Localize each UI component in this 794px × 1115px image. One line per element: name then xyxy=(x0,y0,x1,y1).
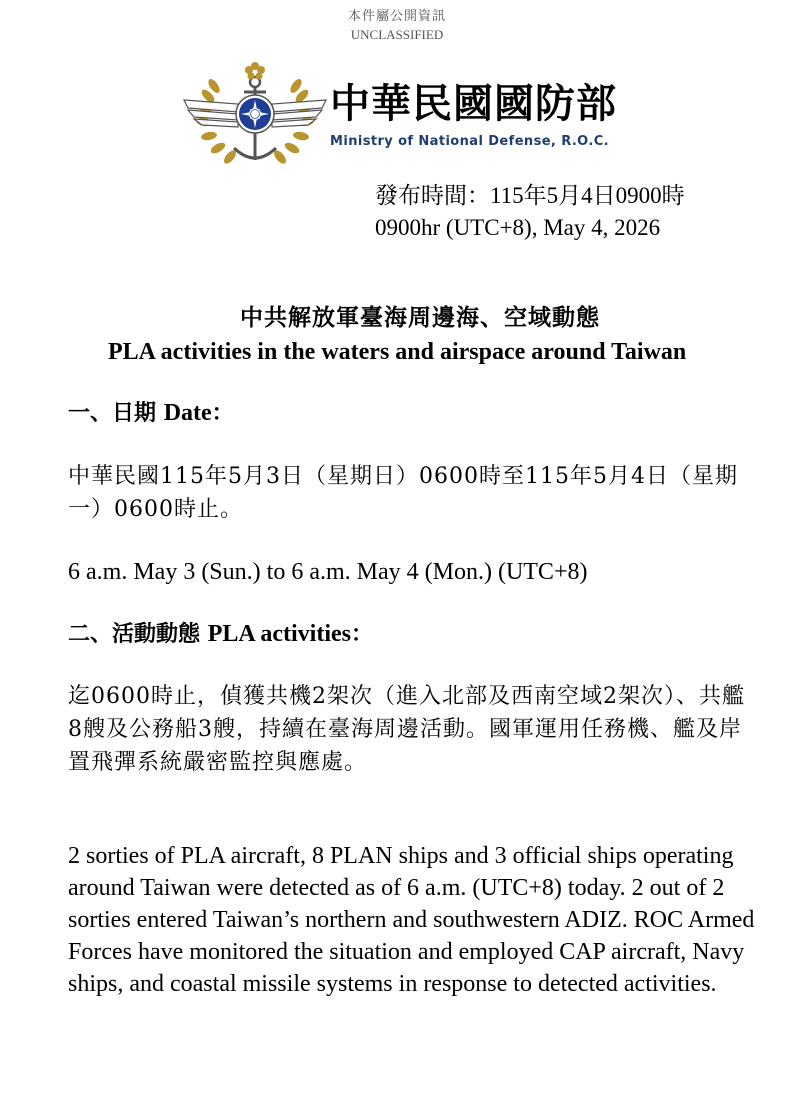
release-time-chinese: 發布時間：115年5月4日0900時 xyxy=(375,183,685,208)
date-paragraph-chinese: 中華民國115年5月3日（星期日）0600時至115年5月4日（星期一）0600時止。 xyxy=(68,464,738,522)
section-heading-date-colon: ： xyxy=(211,400,234,426)
mnd-emblem-icon xyxy=(182,56,328,172)
ministry-name-chinese: 中華民國國防部 xyxy=(330,81,617,127)
release-time-english: 0900hr (UTC+8), May 4, 2026 xyxy=(375,215,661,240)
section-heading-activities xyxy=(68,618,373,650)
section-heading-activities-colon: ： xyxy=(351,621,374,647)
section-heading-date xyxy=(68,397,234,429)
section-heading-date-english: Date xyxy=(163,400,212,426)
section-heading-date-chinese: 一、日期 xyxy=(68,400,157,426)
document-title-chinese: 中共解放軍臺海周邊海、空域動態 xyxy=(240,304,600,331)
classification-english: UNCLASSIFIED xyxy=(350,27,444,42)
activities-paragraph-chinese: 迄0600時止，偵獲共機2架次（進入北部及西南空域2架次）、共艦8艘及公務船3艘，持續在臺海周邊活動。國軍運用任務機、艦及岸置飛彈系統嚴密監控與應處。 xyxy=(68,684,745,775)
ministry-name-english: Ministry of National Defense, R.O.C. xyxy=(330,134,609,149)
classification-chinese: 本件屬公開資訊 xyxy=(347,8,446,23)
release-time xyxy=(375,180,685,244)
section-heading-activities-english: PLA activities xyxy=(207,621,351,647)
section-heading-activities-chinese: 二、活動動態 xyxy=(68,621,201,647)
document-title-english: PLA activities in the waters and airspace around Taiwan xyxy=(108,339,687,365)
date-paragraph-english: 6 a.m. May 3 (Sun.) to 6 a.m. May 4 (Mon.) (UTC+8) xyxy=(68,559,588,585)
activities-paragraph-english: 2 sorties of PLA aircraft, 8 PLAN ships and 3 official ships operating around Taiwan were detected as of 6 a.m. (UTC+8) today. 2 out of 2 sorties entered Taiwan’s northern and southwestern ADIZ. ROC Armed Forces have monitored the situation and employed CAP aircraft, Navy ships, and coastal missile systems in response to detected activities. xyxy=(68,843,755,997)
